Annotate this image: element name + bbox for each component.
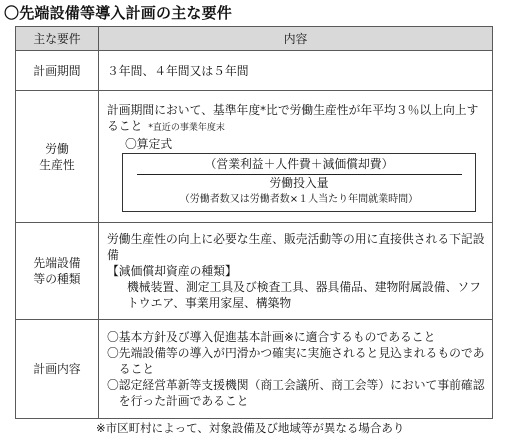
plan-label: 計画内容 [16, 320, 99, 419]
period-label: 計画期間 [16, 51, 99, 91]
equipment-content [99, 223, 493, 320]
page-title: 〇先端設備等導入計画の主な要件 [4, 4, 233, 22]
period-content: ３年間、４年間又は５年間 [99, 51, 493, 91]
productivity-label-line1: 労働 [45, 141, 69, 156]
formula-numerator: （営業利益＋人件費＋減価償却費） [204, 156, 394, 171]
productivity-requirement: 計画期間において、基準年度*比で労働生産性が年平均３％以上向上すること [107, 102, 479, 133]
productivity-label-line2: 生産性 [39, 157, 75, 172]
plan-item: 〇基本方針及び導入促進基本計画※に適合するものであること [107, 330, 436, 344]
table-row-plan [16, 320, 493, 419]
formula-box [122, 153, 476, 212]
requirements-table [15, 26, 493, 419]
productivity-content [99, 91, 493, 223]
formula-heading: 〇算定式 [125, 136, 173, 151]
depreciable-assets-list: 機械装置、測定工具及び検査工具、器具備品、建物附属設備、ソフトウエア、事業用家屋、構築物 [127, 280, 481, 310]
plan-item: 〇先端設備等の導入が円滑かつ確実に実施されると見込まれるものであること [107, 346, 485, 376]
table-header-row [16, 27, 493, 51]
table-row-period [16, 51, 493, 91]
base-year-note: *直近の事業年度末 [148, 122, 225, 133]
formula-denominator-note: （労働者数又は労働者数×１人当たり年間就業時間） [179, 193, 419, 205]
equipment-text: 労働生産性の向上に必要な生産、販売活動等の用に直接供される下記設備 [107, 232, 485, 262]
table-row-productivity [16, 91, 493, 223]
equipment-label-line2: 等の種類 [33, 272, 81, 286]
plan-item: 〇認定経営革新等支援機関（商工会議所、商工会等）において事前確認を行った計画であること [107, 378, 485, 408]
plan-content [99, 320, 493, 419]
header-content: 内容 [99, 27, 493, 51]
productivity-text [107, 102, 486, 136]
equipment-label [16, 223, 99, 320]
table-row-equipment [16, 223, 493, 320]
equipment-label-line1: 先端設備 [33, 256, 81, 270]
depreciable-assets-heading: 【減価償却資産の種類】 [107, 264, 237, 278]
formula-denominator: 労働投入量 [269, 175, 329, 190]
header-main-requirement: 主な要件 [16, 27, 99, 51]
footnote: ※市区町村によって、対象設備及び地域等が異なる場合あり [96, 421, 405, 435]
productivity-label [16, 91, 99, 223]
